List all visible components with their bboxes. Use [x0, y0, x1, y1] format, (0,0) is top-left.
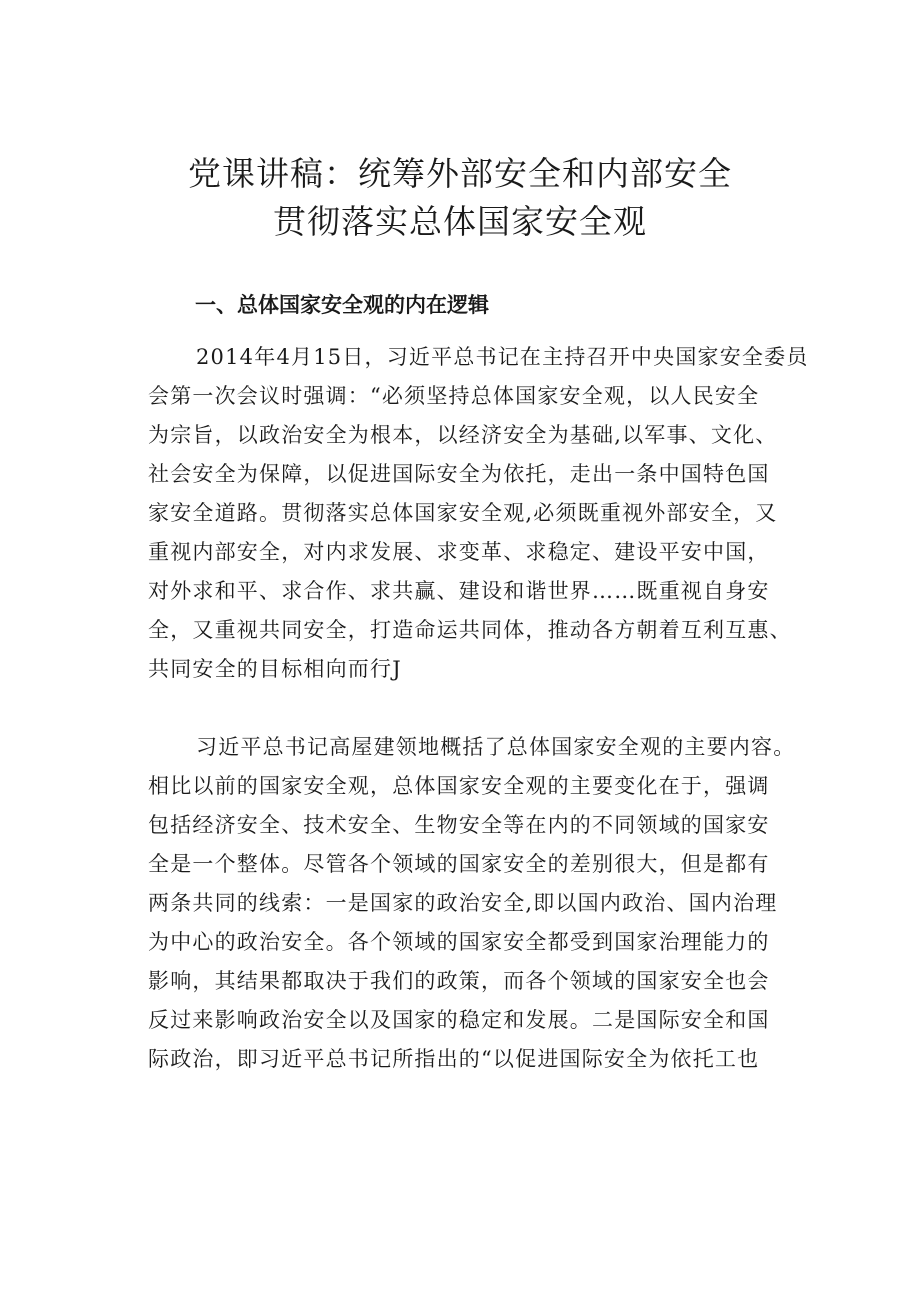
- paragraph-1: [148, 338, 808, 689]
- title-line-1: 党课讲稿：统筹外部安全和内部安全: [188, 154, 732, 193]
- paragraph-2: [148, 728, 808, 1079]
- paragraph-line: 包括经济安全、技术安全、生物安全等在内的不同领域的国家安: [148, 813, 770, 837]
- paragraph-line: 为中心的政治安全。各个领域的国家安全都受到国家治理能力的: [148, 930, 770, 954]
- title-line-2: 贯彻落实总体国家安全观: [273, 202, 647, 241]
- paragraph-line: 相比以前的国家安全观，总体国家安全观的主要变化在于，强调: [148, 774, 770, 798]
- paragraph-line: 会第一次会议时强调：“必须坚持总体国家安全观，以人民安全: [148, 384, 760, 408]
- paragraph-line: 为宗旨，以政治安全为根本，以经济安全为基础,以军事、文化、: [148, 423, 778, 447]
- paragraph-line: 习近平总书记高屋建领地概括了总体国家安全观的主要内容。: [196, 735, 796, 759]
- paragraph-line: 影响，其结果都取决于我们的政策，而各个领域的国家安全也会: [148, 969, 770, 993]
- section-heading: 一、总体国家安全观的内在逻辑: [195, 293, 489, 317]
- paragraph-line: 全，又重视共同安全，打造命运共同体，推动各方朝着互利互惠、: [148, 618, 792, 642]
- paragraph-line: 社会安全为保障，以促进国际安全为依托，走出一条中国特色国: [148, 462, 770, 486]
- paragraph-line: 全是一个整体。尽管各个领域的国家安全的差别很大，但是都有: [148, 852, 770, 876]
- paragraph-line: 际政治，即习近平总书记所指出的“以促进国际安全为依托工也: [148, 1047, 760, 1071]
- paragraph-line: 2014年4月15日，习近平总书记在主持召开中央国家安全委员: [196, 345, 809, 369]
- paragraph-line: 两条共同的线索：一是国家的政治安全,即以国内政治、国内治理: [148, 891, 778, 915]
- document-title: [0, 150, 920, 246]
- paragraph-line: 反过来影响政治安全以及国家的稳定和发展。二是国际安全和国: [148, 1008, 770, 1032]
- paragraph-line: 对外求和平、求合作、求共赢、建设和谐世界……既重视自身安: [148, 579, 770, 603]
- paragraph-line: 共同安全的目标相向而行J: [148, 657, 402, 681]
- paragraph-line: 家安全道路。贯彻落实总体国家安全观,必须既重视外部安全，又: [148, 501, 778, 525]
- paragraph-line: 重视内部安全，对内求发展、求变革、求稳定、建设平安中国，: [148, 540, 770, 564]
